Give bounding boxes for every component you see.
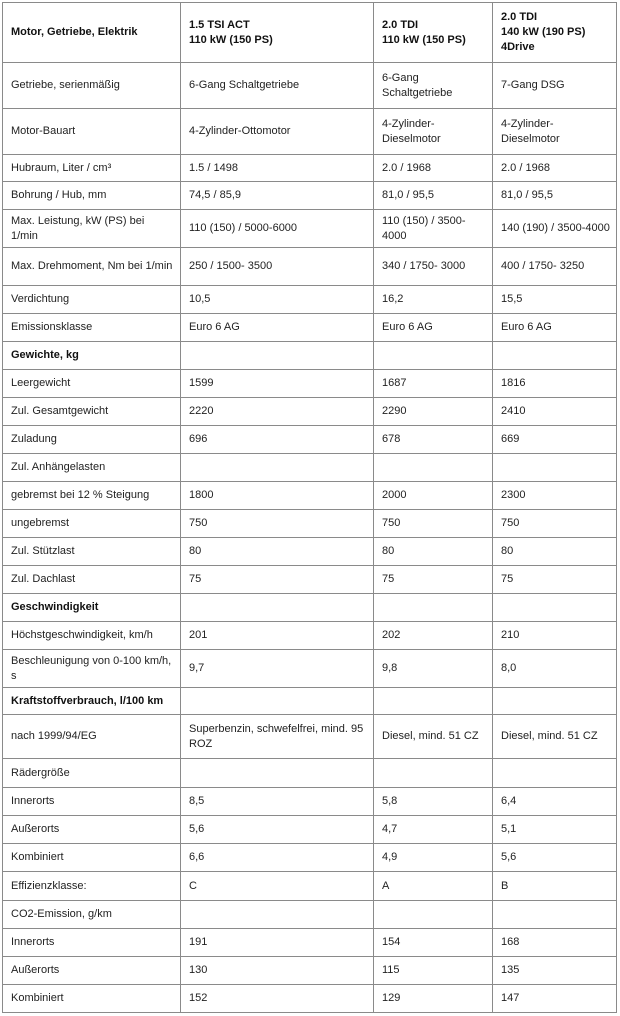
value-cell: 9,8 [374, 650, 493, 688]
value-cell: 140 (190) / 3500-4000 [493, 210, 617, 248]
value-cell: 74,5 / 85,9 [181, 182, 374, 210]
row-label-cell: Bohrung / Hub, mm [3, 182, 181, 210]
value-cell [181, 454, 374, 482]
value-cell: 202 [374, 622, 493, 650]
spec-table [2, 2, 617, 1013]
table-row [3, 844, 617, 872]
value-cell: 201 [181, 622, 374, 650]
table-row [3, 715, 617, 759]
table-row [3, 155, 617, 182]
value-cell: 80 [493, 538, 617, 566]
value-cell: 1800 [181, 482, 374, 510]
value-cell [374, 759, 493, 788]
value-cell: 110 (150) / 5000-6000 [181, 210, 374, 248]
value-cell [181, 901, 374, 929]
table-row [3, 622, 617, 650]
value-cell [374, 901, 493, 929]
value-cell: 130 [181, 957, 374, 985]
value-cell: 6-Gang Schaltgetriebe [374, 63, 493, 109]
value-cell: 10,5 [181, 286, 374, 314]
table-row [3, 286, 617, 314]
table-row [3, 454, 617, 482]
value-cell: 80 [374, 538, 493, 566]
value-cell: 81,0 / 95,5 [493, 182, 617, 210]
value-cell: 115 [374, 957, 493, 985]
row-label-cell: Rädergröße [3, 759, 181, 788]
value-cell: A [374, 872, 493, 901]
value-cell: Euro 6 AG [181, 314, 374, 342]
value-cell: 15,5 [493, 286, 617, 314]
value-cell: 2300 [493, 482, 617, 510]
header-engine-column: 1.5 TSI ACT 110 kW (150 PS) [181, 3, 374, 63]
spec-table-body [3, 3, 617, 1013]
row-label-cell: Hubraum, Liter / cm³ [3, 155, 181, 182]
value-cell [181, 594, 374, 622]
row-label-cell: Zul. Anhängelasten [3, 454, 181, 482]
value-cell [374, 342, 493, 370]
value-cell [181, 342, 374, 370]
value-cell: 168 [493, 929, 617, 957]
value-cell: 191 [181, 929, 374, 957]
value-cell: 750 [493, 510, 617, 538]
row-label-cell: Motor-Bauart [3, 109, 181, 155]
table-row [3, 929, 617, 957]
value-cell: 75 [374, 566, 493, 594]
row-label-cell: CO2-Emission, g/km [3, 901, 181, 929]
value-cell: 1816 [493, 370, 617, 398]
value-cell [493, 342, 617, 370]
value-cell: 8,5 [181, 788, 374, 816]
value-cell: 2.0 / 1968 [374, 155, 493, 182]
value-cell: 1.5 / 1498 [181, 155, 374, 182]
value-cell [493, 688, 617, 715]
value-cell: Euro 6 AG [374, 314, 493, 342]
section-header-row [3, 594, 617, 622]
row-label-cell: Leergewicht [3, 370, 181, 398]
value-cell: 250 / 1500- 3500 [181, 248, 374, 286]
value-cell: 2000 [374, 482, 493, 510]
value-cell: 2220 [181, 398, 374, 426]
row-label-cell: Getriebe, serienmäßig [3, 63, 181, 109]
value-cell: 6,4 [493, 788, 617, 816]
table-row [3, 538, 617, 566]
table-row [3, 370, 617, 398]
row-label-cell: ungebremst [3, 510, 181, 538]
table-row [3, 901, 617, 929]
row-label-cell: Beschleunigung von 0-100 km/h, s [3, 650, 181, 688]
value-cell: 1599 [181, 370, 374, 398]
value-cell: 750 [374, 510, 493, 538]
row-label-cell: Verdichtung [3, 286, 181, 314]
value-cell: 2.0 / 1968 [493, 155, 617, 182]
value-cell: B [493, 872, 617, 901]
table-row [3, 398, 617, 426]
row-label-cell: Gewichte, kg [3, 342, 181, 370]
value-cell: Superbenzin, schwefelfrei, mind. 95 ROZ [181, 715, 374, 759]
table-row [3, 482, 617, 510]
value-cell: 147 [493, 985, 617, 1013]
value-cell [181, 688, 374, 715]
row-label-cell: Emissionsklasse [3, 314, 181, 342]
table-row [3, 63, 617, 109]
header-section-title: Motor, Getriebe, Elektrik [3, 3, 181, 63]
row-label-cell: Zul. Gesamtgewicht [3, 398, 181, 426]
table-row [3, 872, 617, 901]
row-label-cell: Kombiniert [3, 985, 181, 1013]
value-cell: 4-Zylinder-Dieselmotor [374, 109, 493, 155]
row-label-cell: Innerorts [3, 929, 181, 957]
table-row [3, 426, 617, 454]
value-cell [374, 688, 493, 715]
table-row [3, 957, 617, 985]
value-cell: 152 [181, 985, 374, 1013]
table-row [3, 314, 617, 342]
value-cell: 110 (150) / 3500-4000 [374, 210, 493, 248]
table-row [3, 650, 617, 688]
value-cell: 696 [181, 426, 374, 454]
row-label-cell: Kraftstoffverbrauch, l/100 km [3, 688, 181, 715]
value-cell: 81,0 / 95,5 [374, 182, 493, 210]
value-cell: 5,8 [374, 788, 493, 816]
value-cell: 400 / 1750- 3250 [493, 248, 617, 286]
row-label-cell: Kombiniert [3, 844, 181, 872]
row-label-cell: Höchstgeschwindigkeit, km/h [3, 622, 181, 650]
value-cell: 80 [181, 538, 374, 566]
row-label-cell: Innerorts [3, 788, 181, 816]
row-label-cell: Effizienzklasse: [3, 872, 181, 901]
value-cell: 1687 [374, 370, 493, 398]
row-label-cell: nach 1999/94/EG [3, 715, 181, 759]
value-cell [493, 901, 617, 929]
value-cell: 154 [374, 929, 493, 957]
value-cell: 4,9 [374, 844, 493, 872]
table-row [3, 788, 617, 816]
table-row [3, 109, 617, 155]
value-cell: 4,7 [374, 816, 493, 844]
value-cell: 2410 [493, 398, 617, 426]
value-cell: 340 / 1750- 3000 [374, 248, 493, 286]
value-cell: Diesel, mind. 51 CZ [493, 715, 617, 759]
header-engine-column: 2.0 TDI 140 kW (190 PS) 4Drive [493, 3, 617, 63]
value-cell: 5,6 [493, 844, 617, 872]
value-cell: 210 [493, 622, 617, 650]
value-cell: Euro 6 AG [493, 314, 617, 342]
section-header-row [3, 342, 617, 370]
value-cell: 75 [181, 566, 374, 594]
row-label-cell: gebremst bei 12 % Steigung [3, 482, 181, 510]
table-row [3, 182, 617, 210]
value-cell [493, 594, 617, 622]
row-label-cell: Max. Drehmoment, Nm bei 1/min [3, 248, 181, 286]
value-cell: 9,7 [181, 650, 374, 688]
value-cell: 678 [374, 426, 493, 454]
value-cell: 7-Gang DSG [493, 63, 617, 109]
row-label-cell: Zuladung [3, 426, 181, 454]
row-label-cell: Außerorts [3, 957, 181, 985]
row-label-cell: Zul. Dachlast [3, 566, 181, 594]
section-header-row [3, 688, 617, 715]
row-label-cell: Zul. Stützlast [3, 538, 181, 566]
value-cell: 750 [181, 510, 374, 538]
value-cell: 129 [374, 985, 493, 1013]
value-cell: 75 [493, 566, 617, 594]
table-row [3, 510, 617, 538]
table-row [3, 566, 617, 594]
value-cell: 4-Zylinder-Dieselmotor [493, 109, 617, 155]
value-cell: 2290 [374, 398, 493, 426]
row-label-cell: Außerorts [3, 816, 181, 844]
table-row [3, 248, 617, 286]
value-cell [374, 454, 493, 482]
value-cell: 4-Zylinder-Ottomotor [181, 109, 374, 155]
value-cell: Diesel, mind. 51 CZ [374, 715, 493, 759]
value-cell [181, 759, 374, 788]
table-row [3, 816, 617, 844]
value-cell: 6-Gang Schaltgetriebe [181, 63, 374, 109]
value-cell: 135 [493, 957, 617, 985]
table-row [3, 210, 617, 248]
value-cell [493, 759, 617, 788]
row-label-cell: Geschwindigkeit [3, 594, 181, 622]
value-cell [493, 454, 617, 482]
value-cell: 6,6 [181, 844, 374, 872]
value-cell: 16,2 [374, 286, 493, 314]
header-engine-column: 2.0 TDI 110 kW (150 PS) [374, 3, 493, 63]
table-row [3, 759, 617, 788]
value-cell: 669 [493, 426, 617, 454]
table-header-row [3, 3, 617, 63]
value-cell: 8,0 [493, 650, 617, 688]
value-cell: 5,6 [181, 816, 374, 844]
value-cell: C [181, 872, 374, 901]
table-row [3, 985, 617, 1013]
value-cell: 5,1 [493, 816, 617, 844]
value-cell [374, 594, 493, 622]
row-label-cell: Max. Leistung, kW (PS) bei 1/min [3, 210, 181, 248]
